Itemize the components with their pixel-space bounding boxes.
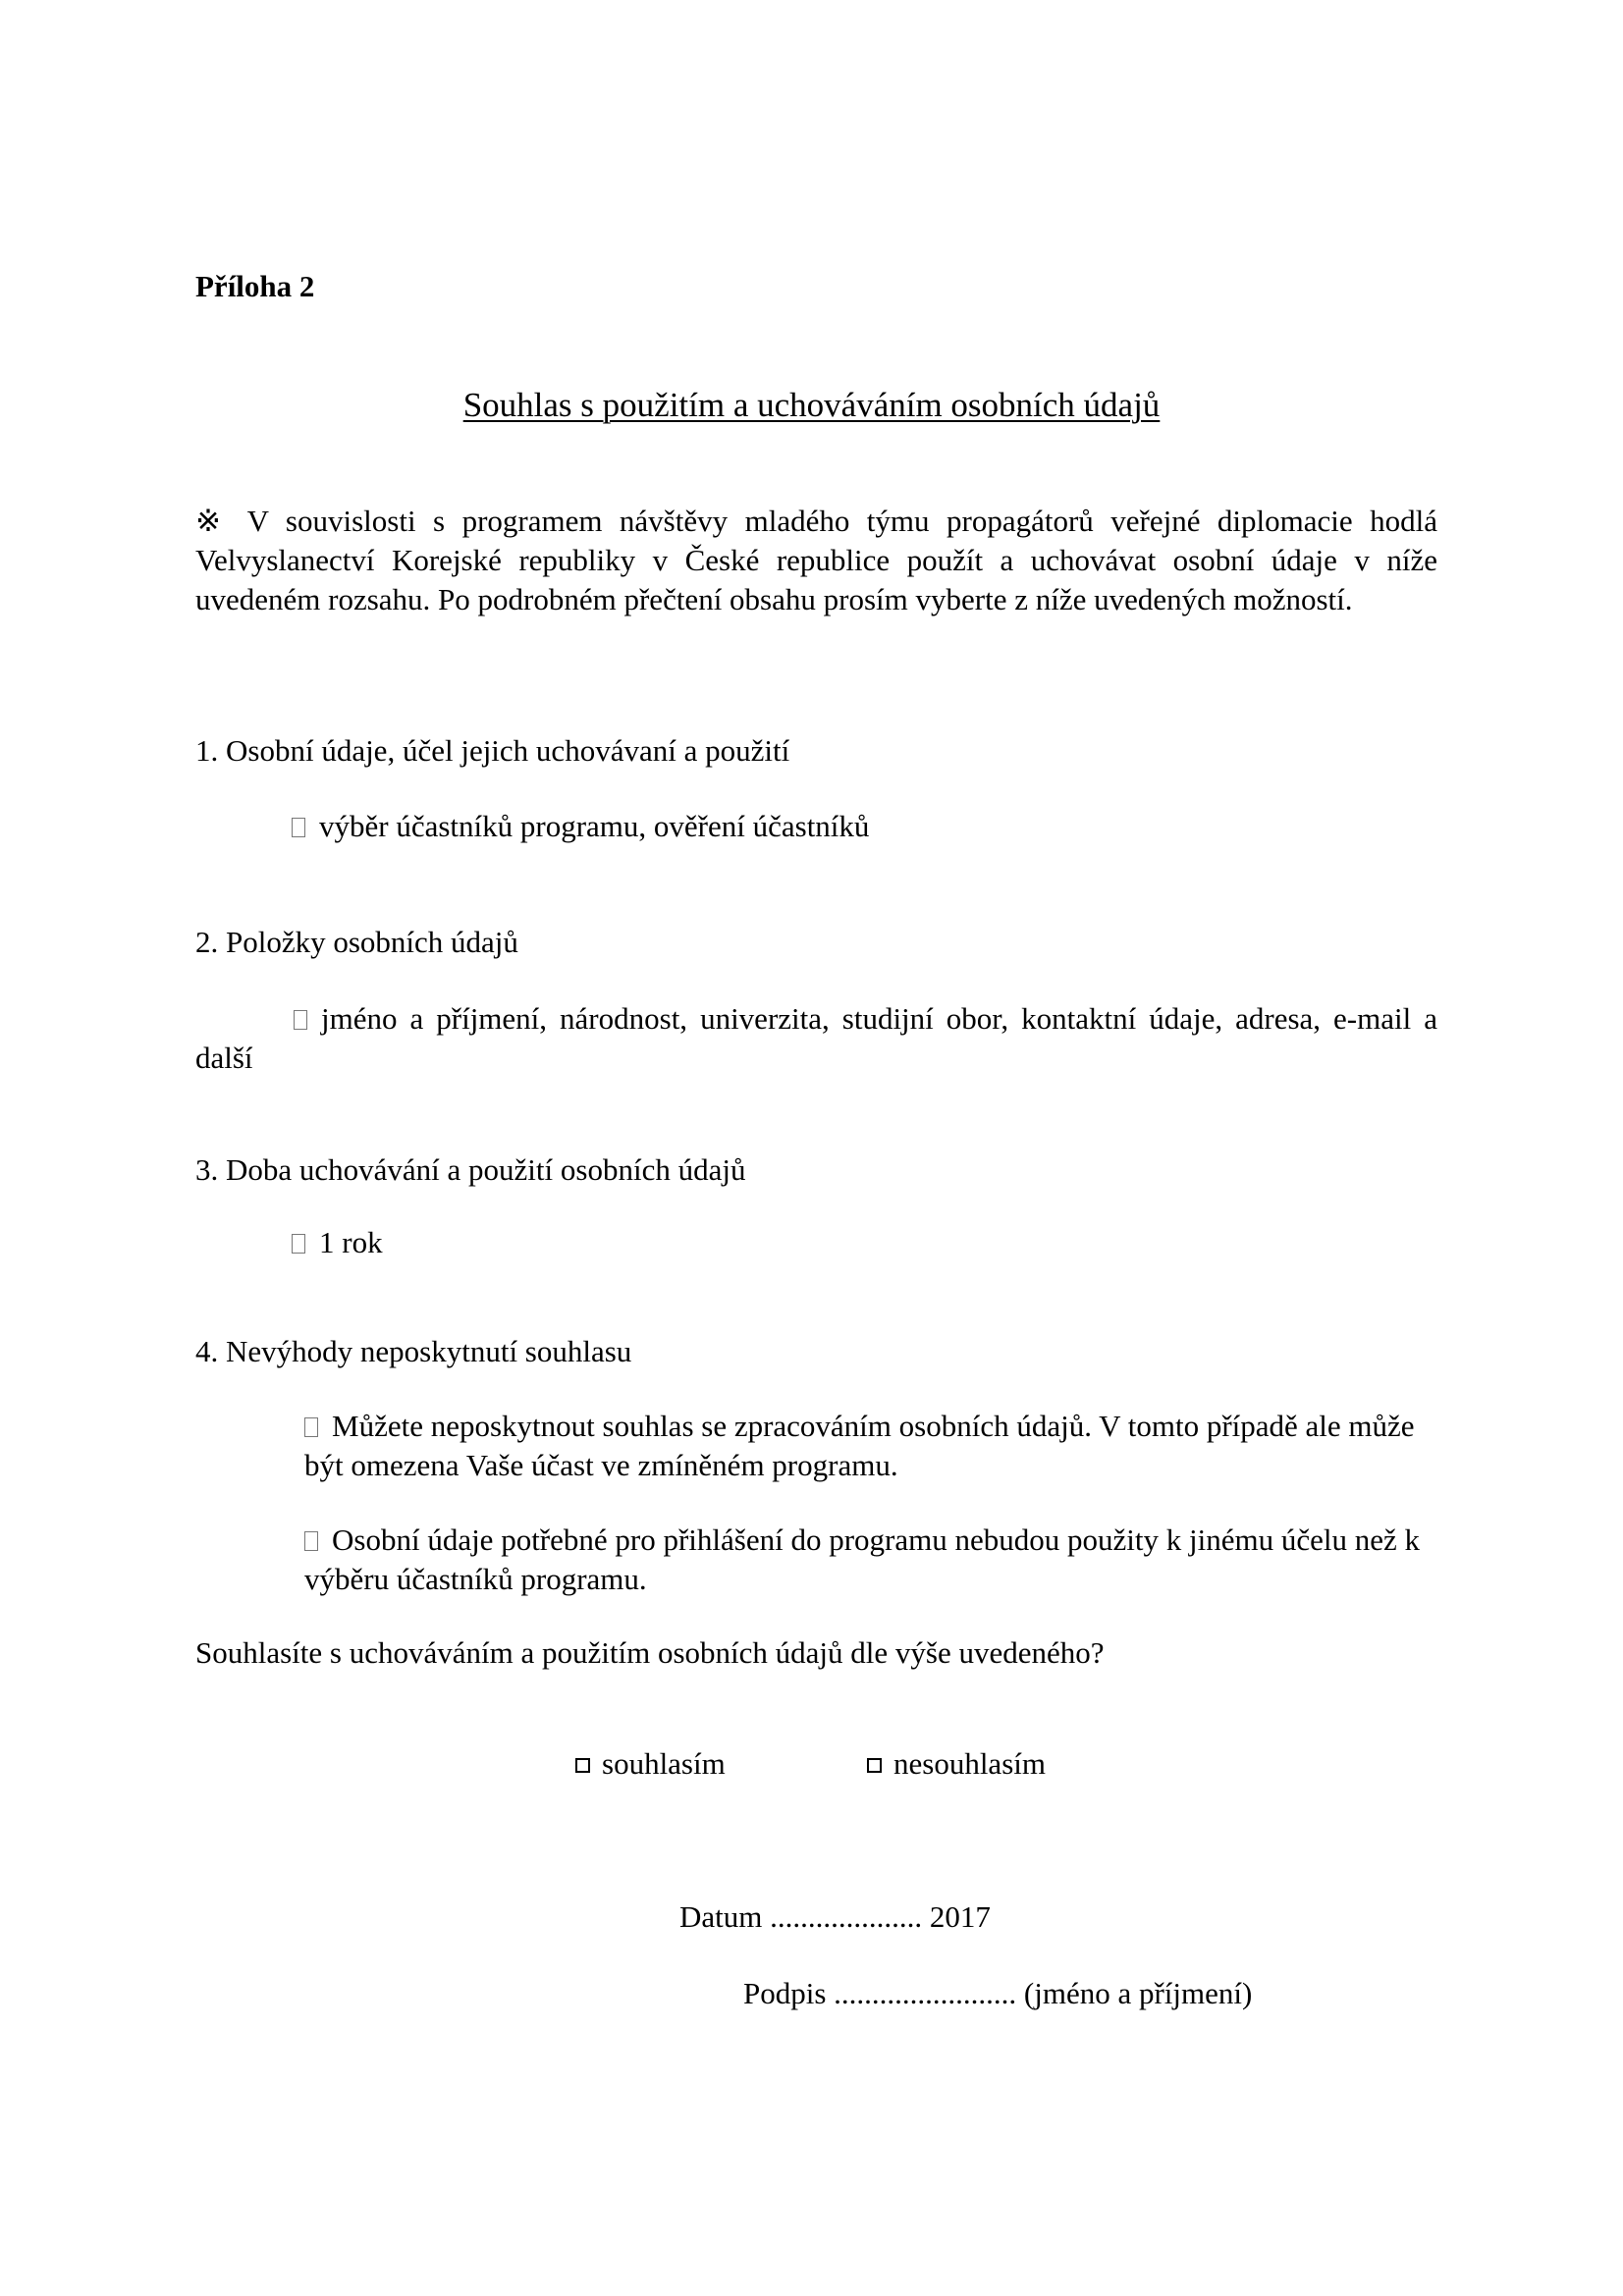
section-heading-3: 3. Doba uchovávání a použití osobních údajů: [195, 1152, 746, 1187]
checkbox-icon: [292, 1234, 305, 1254]
section-3-item: [292, 1223, 383, 1262]
intro-text: V souvislosti s programem návštěvy mladého týmu propagátorů veřejné diplomacie hodlá Velvyslanectví Korejské republiky v České republice použít a uchovávat osobní údaje v níže uvedeném rozsahu. Po podrobném přečtení obsahu prosím vyberte z níže uvedených možností.: [195, 504, 1437, 616]
agree-checkbox[interactable]: [575, 1758, 590, 1773]
section-4-item-1-text: Můžete neposkytnout souhlas se zpracováním osobních údajů. V tomto případě ale může být omezena Vaše účast ve zmíněném programu.: [304, 1409, 1415, 1482]
checkbox-icon: [292, 818, 305, 837]
checkbox-icon: [304, 1531, 318, 1551]
section-2-item-text: jméno a příjmení, národnost, univerzita, studijní obor, kontaktní údaje, adresa, e-mail a další: [195, 1001, 1437, 1075]
section-4-item-2: [304, 1521, 1437, 1599]
checkbox-icon: [304, 1417, 318, 1437]
date-line: Datum .................... 2017: [679, 1899, 991, 1934]
intro-paragraph: [195, 502, 1437, 619]
section-heading-1: 1. Osobní údaje, účel jejich uchovávaní a použití: [195, 733, 790, 768]
appendix-label: Příloha 2: [195, 269, 315, 303]
section-1-item: [292, 807, 869, 846]
section-3-item-text: 1 rok: [319, 1225, 383, 1259]
document-title: Souhlas s použitím a uchováváním osobních údajů: [462, 386, 1161, 424]
signature-line: Podpis ........................ (jméno a příjmení): [743, 1976, 1253, 2010]
checkbox-icon: [294, 1010, 307, 1030]
disagree-option[interactable]: [867, 1744, 1046, 1784]
section-4-item-2-text: Osobní údaje potřebné pro přihlášení do programu nebudou použity k jinému účelu než k výběru účastníků programu.: [304, 1522, 1420, 1596]
reference-mark: ※: [195, 504, 231, 538]
section-2-item: [195, 999, 1437, 1078]
section-1-item-text: výběr účastníků programu, ověření účastníků: [319, 809, 870, 843]
section-4-item-1: [304, 1407, 1437, 1485]
disagree-checkbox[interactable]: [867, 1758, 882, 1773]
section-heading-2: 2. Položky osobních údajů: [195, 925, 518, 959]
section-heading-4: 4. Nevýhody neposkytnutí souhlasu: [195, 1334, 632, 1368]
agree-label: souhlasím: [602, 1746, 726, 1781]
disagree-label: nesouhlasím: [893, 1746, 1046, 1781]
agree-option[interactable]: [575, 1744, 726, 1784]
consent-question: Souhlasíte s uchováváním a použitím osobních údajů dle výše uvedeného?: [195, 1635, 1105, 1670]
